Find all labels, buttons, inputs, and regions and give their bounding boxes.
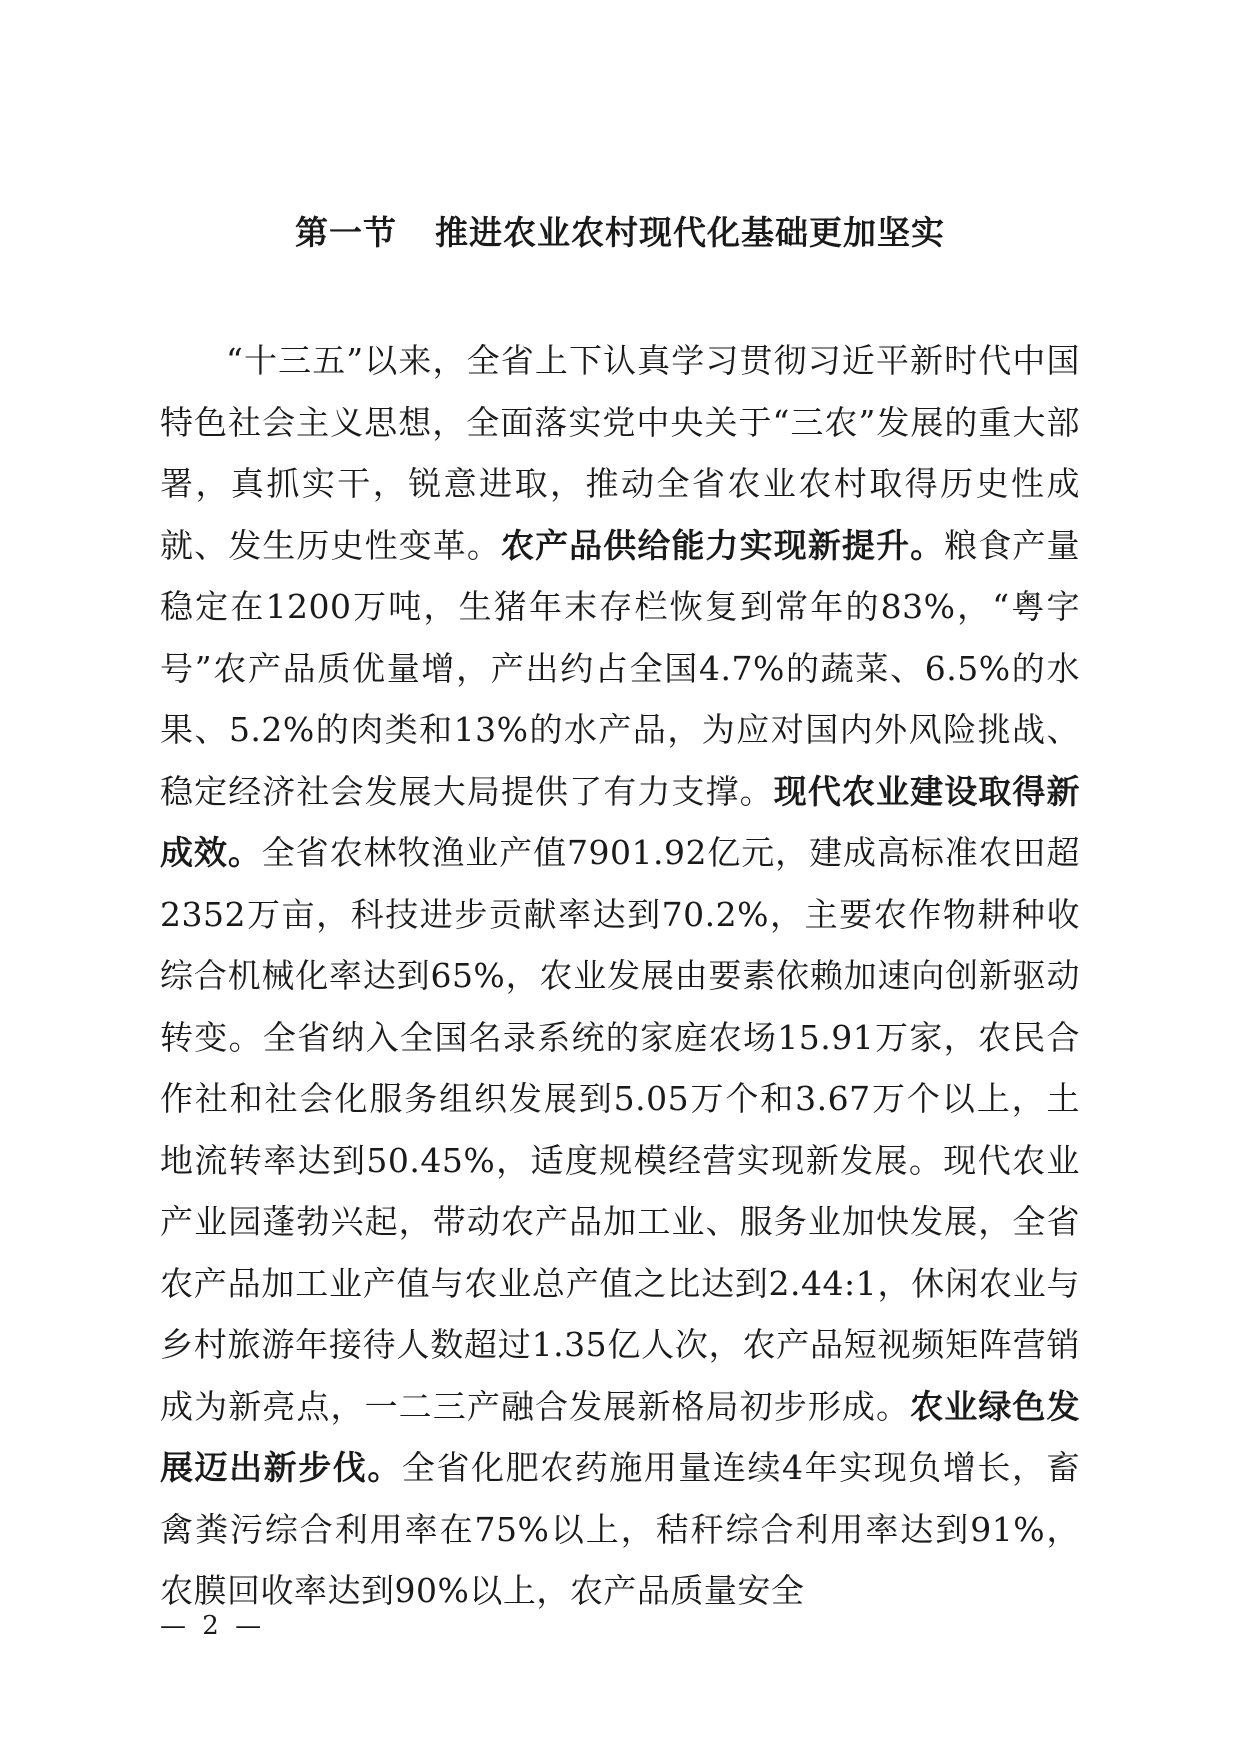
paragraph-text: 全省化肥农药施用量连续4年实现负增长，畜禽粪污综合利用率在75%以上，秸秆综合利用率达到91%，农膜回收率达到90%以上，农产品质量安全 [160,1448,1080,1610]
paragraph-text: 粮食产量稳定在1200万吨，生猪年末存栏恢复到常年的83%，“粤字号”农产品质优量增，产出约占全国4.7%的蔬菜、6.5%的水果、5.2%的肉类和13%的水产品，为应对国内外风险挑战、稳定经济社会发展大局提供了有力支撑。 [160,525,1081,811]
paragraph-text: 全省农林牧渔业产值7901.92亿元，建成高标准农田超2352万亩，科技进步贡献率达到70.2%，主要农作物耕种收综合机械化率达到65%，农业发展由要素依赖加速向创新驱动转变。全省纳入全国名录系统的家庭农场15.91万家，农民合作社和社会化服务组织发展到5.05万个和3.67万个以上，土地流转率达到50.45%，适度规模经营实现新发展。现代农业产业园蓬勃兴起，带动农产品加工业、服务业加快发展，全省农产品加工业产值与农业总产值之比达到2.44:1，休闲农业与乡村旅游年接待人数超过1.35亿人次，农产品短视频矩阵营销成为新亮点，一二三产融合发展新格局初步形成。 [160,833,1081,1426]
paragraph-text: “十三五”以来，全省上下认真学习贯彻习近平新时代中国特色社会主义思想，全面落实党中央关于“三农”发展的重大部署，真抓实干，锐意进取，推动全省农业农村取得历史性成就、发生历史性变革。 [160,341,1080,565]
section-number: 第一节 [295,213,397,252]
body-paragraph [160,330,1080,1622]
highlight-modern-agriculture: 现代农业建设取得新成效。 [160,771,1081,872]
highlight-green-development: 农业绿色发展迈出新步伐。 [160,1386,1081,1487]
section-title: 推进农业农村现代化基础更加坚实 [435,213,945,252]
page-number: — 2 — [160,1611,266,1641]
highlight-supply-capacity: 农产品供给能力实现新提升。 [500,525,945,565]
section-heading [0,208,1240,258]
